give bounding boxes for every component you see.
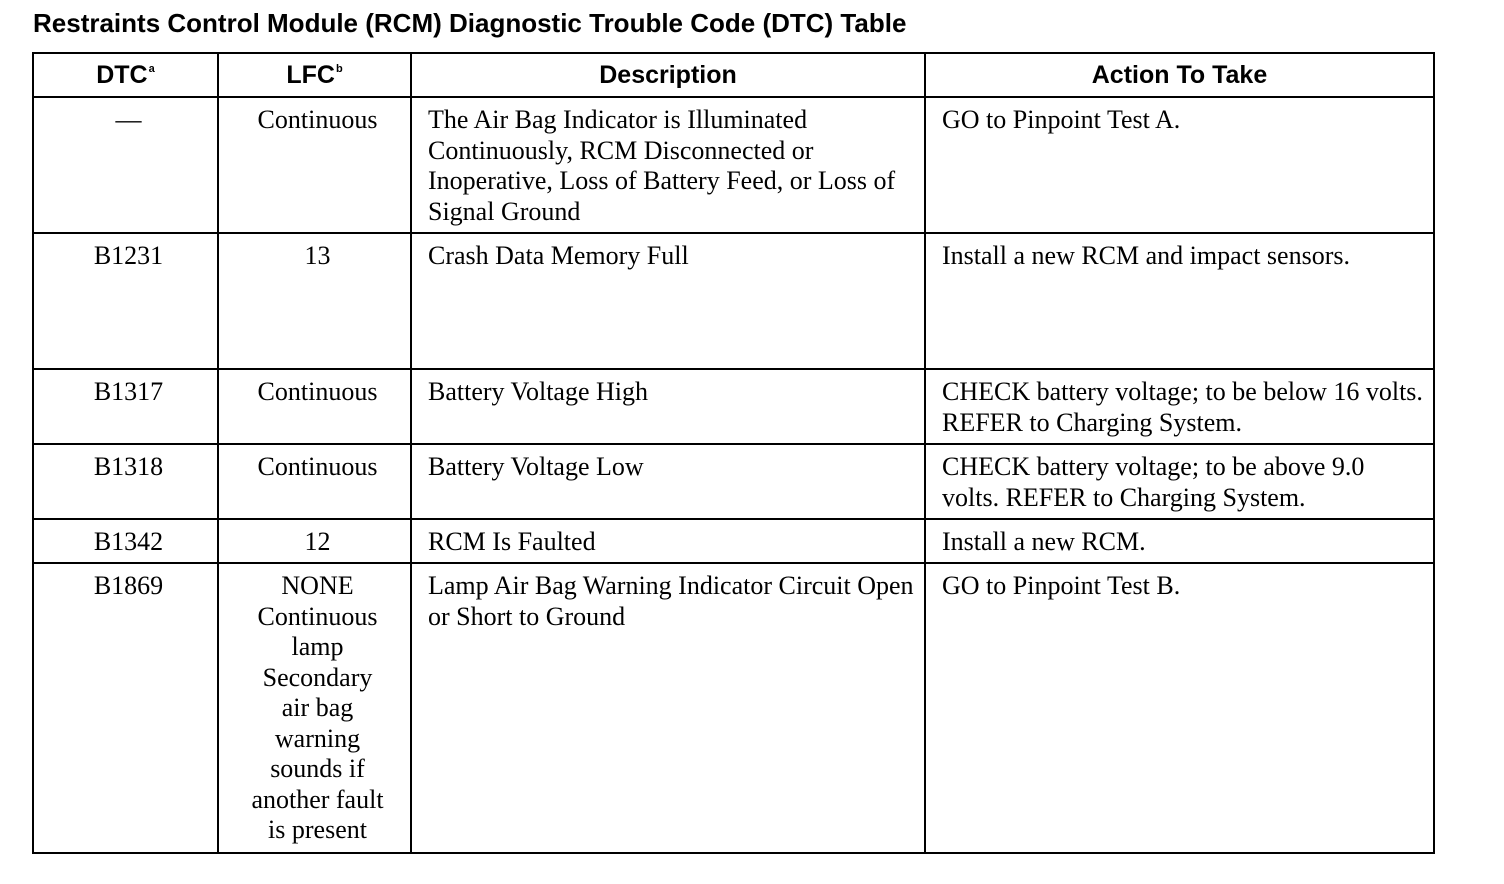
footnote-marker-a: a <box>148 62 155 75</box>
footnote-marker-b: b <box>335 62 343 75</box>
action-cell: CHECK battery voltage; to be below 16 volts. REFER to Charging System. <box>925 369 1434 444</box>
description-cell: Battery Voltage High <box>411 369 925 444</box>
dtc-cell: B1869 <box>33 563 218 853</box>
table-row <box>33 233 1434 369</box>
action-cell: GO to Pinpoint Test B. <box>925 563 1434 853</box>
lfc-cell: Continuous <box>218 444 411 519</box>
table-row <box>33 369 1434 444</box>
dtc-cell: B1231 <box>33 233 218 369</box>
description-cell: Crash Data Memory Full <box>411 233 925 369</box>
action-cell: GO to Pinpoint Test A. <box>925 97 1434 233</box>
page-title: Restraints Control Module (RCM) Diagnostic Trouble Code (DTC) Table <box>33 8 907 38</box>
header-description: Description <box>411 53 925 97</box>
header-action: Action To Take <box>925 53 1434 97</box>
description-cell: The Air Bag Indicator is Illuminated Continuously, RCM Disconnected or Inoperative, Loss of Battery Feed, or Loss of Signal Ground <box>411 97 925 233</box>
dtc-cell: B1342 <box>33 519 218 563</box>
dtc-table <box>32 52 1435 854</box>
table-row <box>33 563 1434 853</box>
header-lfc: LFC$^b$ <box>218 53 411 97</box>
description-cell: RCM Is Faulted <box>411 519 925 563</box>
action-cell: CHECK battery voltage; to be above 9.0 volts. REFER to Charging System. <box>925 444 1434 519</box>
table-row <box>33 97 1434 233</box>
action-cell: Install a new RCM and impact sensors. <box>925 233 1434 369</box>
lfc-cell: 12 <box>218 519 411 563</box>
description-cell: Lamp Air Bag Warning Indicator Circuit Open or Short to Ground <box>411 563 925 853</box>
table-row <box>33 444 1434 519</box>
description-cell: Battery Voltage Low <box>411 444 925 519</box>
lfc-cell: NONE Continuous lamp Secondary air bag warning sounds if another fault is present <box>218 563 411 853</box>
header-dtc: DTC$^a$ <box>33 53 218 97</box>
table-row <box>33 519 1434 563</box>
dtc-cell: B1318 <box>33 444 218 519</box>
action-cell: Install a new RCM. <box>925 519 1434 563</box>
dtc-cell: B1317 <box>33 369 218 444</box>
table-header-row <box>33 53 1434 97</box>
lfc-cell: Continuous <box>218 97 411 233</box>
lfc-cell: 13 <box>218 233 411 369</box>
dtc-cell: — <box>33 97 218 233</box>
lfc-cell: Continuous <box>218 369 411 444</box>
